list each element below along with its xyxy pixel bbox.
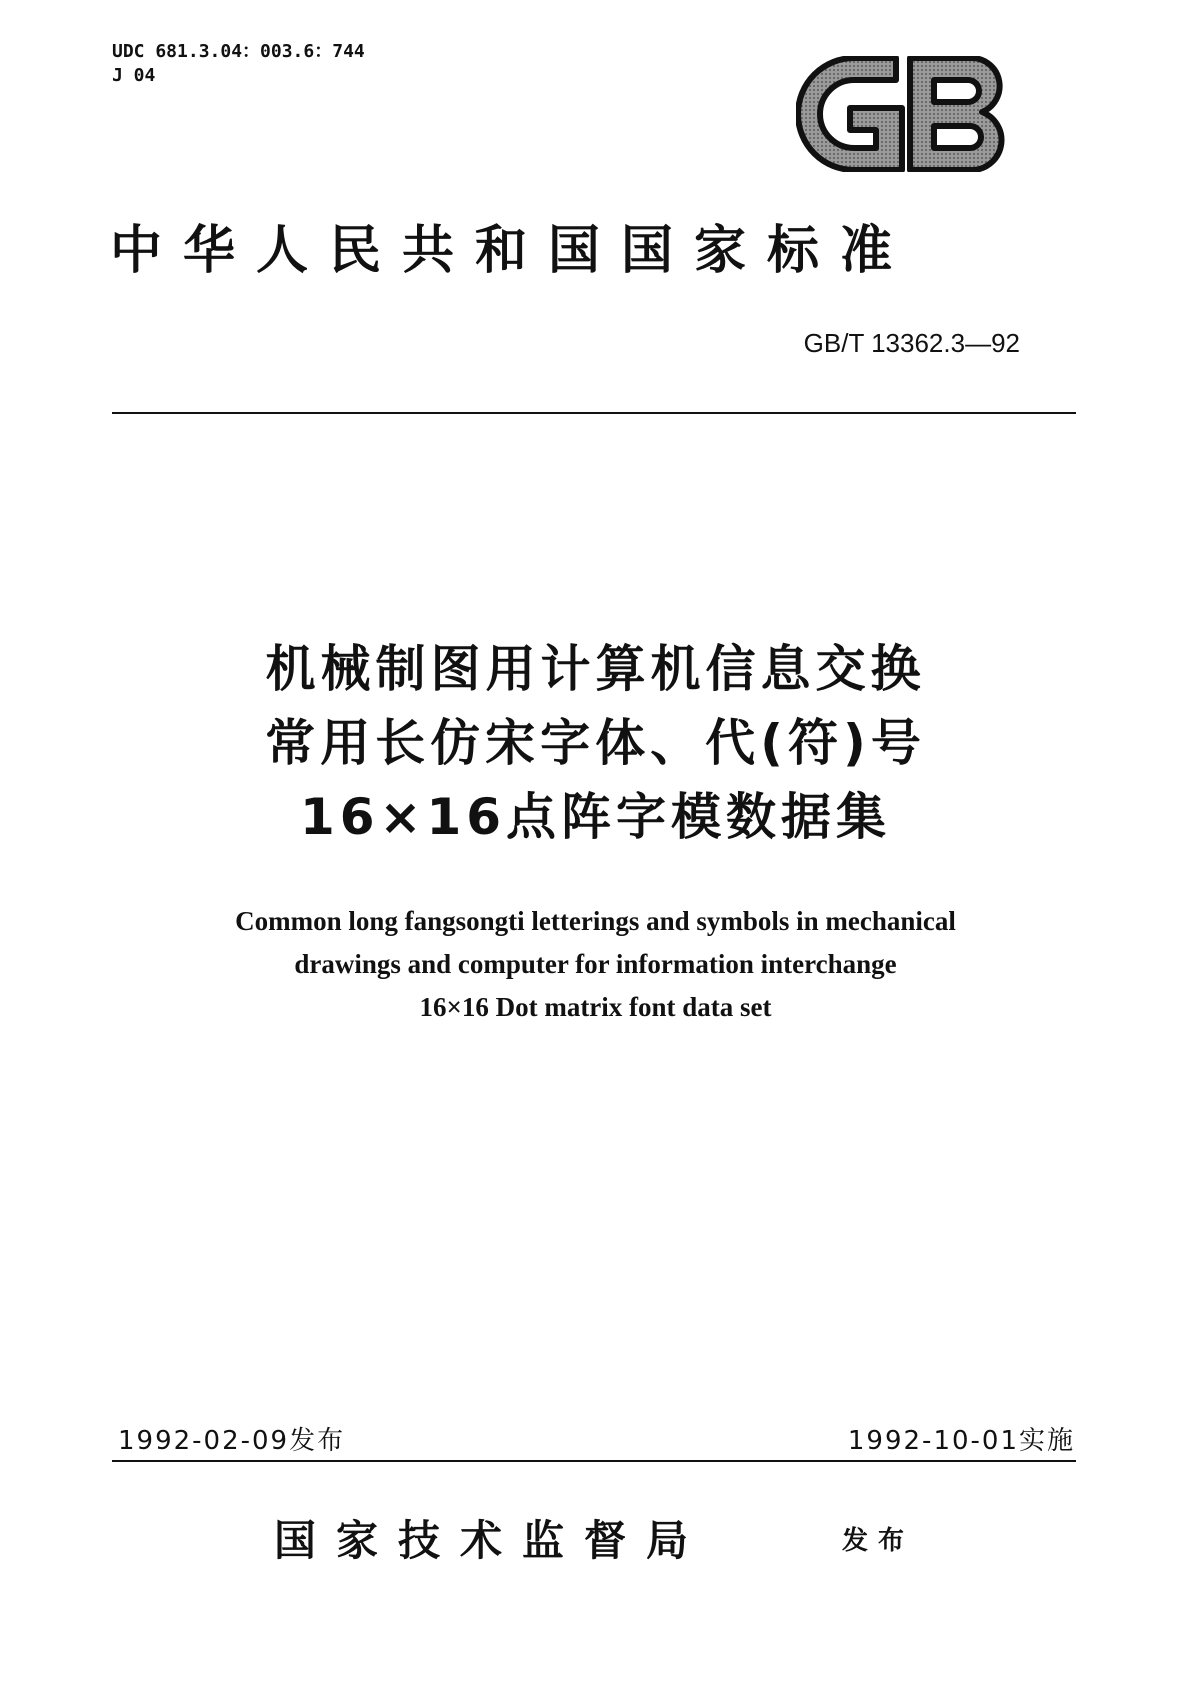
issue-date: 1992-02-09发布	[118, 1426, 346, 1456]
chinese-title-line-2: 常用长仿宋字体、代(符)号	[265, 714, 926, 772]
udc-code: UDC 681.3.04：003.6：744	[112, 41, 365, 62]
udc-block	[112, 40, 365, 88]
issuing-authority-suffix: 发布	[842, 1526, 915, 1556]
issuing-authority: 国家技术监督局	[274, 1516, 709, 1565]
chinese-title	[100, 632, 1091, 854]
gb-logo	[796, 56, 1008, 172]
english-title	[100, 900, 1091, 1029]
english-title-line-2: drawings and computer for information interchange	[294, 949, 897, 979]
chinese-title-line-3: 16×16点阵字模数据集	[299, 788, 892, 846]
classification-code: J 04	[112, 65, 156, 86]
header-divider	[112, 412, 1076, 414]
national-standard-title: 中华人民共和国国家标准	[110, 220, 914, 281]
english-title-line-3: 16×16 Dot matrix font data set	[419, 992, 772, 1022]
english-title-line-1: Common long fangsongti letterings and symbols in mechanical	[235, 906, 956, 936]
chinese-title-line-1: 机械制图用计算机信息交换	[265, 640, 926, 698]
effective-date: 1992-10-01实施	[847, 1426, 1075, 1456]
footer-divider	[112, 1460, 1076, 1462]
standard-number: GB/T 13362.3—92	[803, 328, 1020, 358]
